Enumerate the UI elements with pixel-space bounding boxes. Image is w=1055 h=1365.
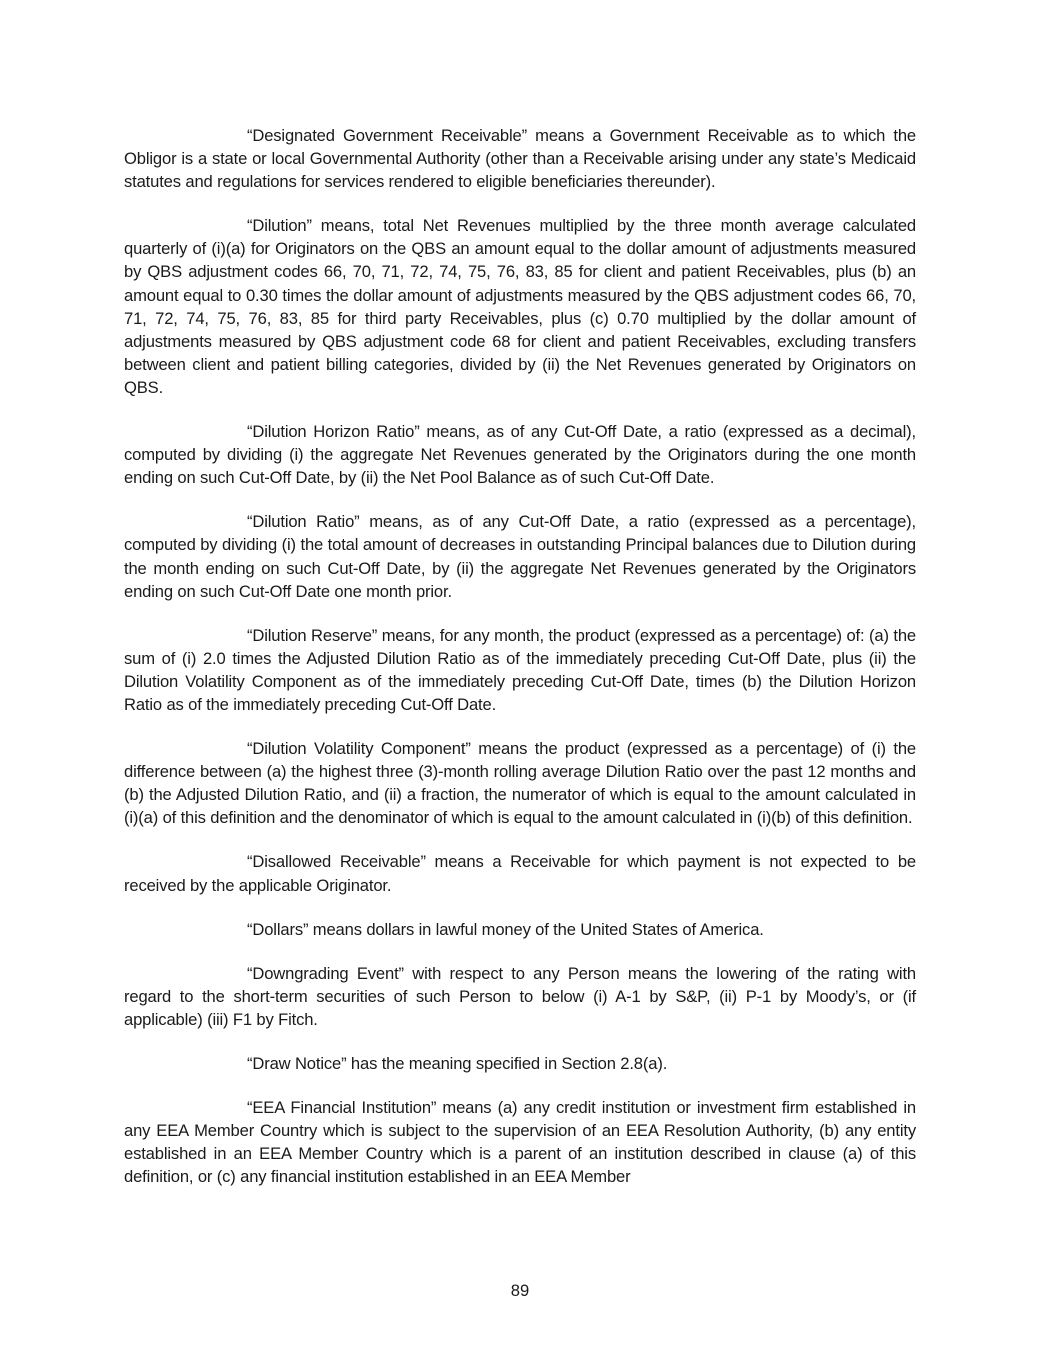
definition-dilution-ratio: “Dilution Ratio” means, as of any Cut-Off Date, a ratio (expressed as a percentage), computed by dividing (i) the total amount of decreases in outstanding Principal balances due to Dilution during the month ending on such Cut-Off Date, by (ii) the aggregate Net Revenues generated by the Originators ending on such Cut-Off Date one month prior. xyxy=(124,512,916,601)
definition-disallowed-receivable: “Disallowed Receivable” means a Receivable for which payment is not expected to be received by the applicable Originator. xyxy=(124,852,916,895)
definition-designated-government-receivable: “Designated Government Receivable” means a Government Receivable as to which the Obligor is a state or local Governmental Authority (other than a Receivable arising under any state’s Medicaid statutes and regulations for services rendered to eligible beneficiaries thereunder). xyxy=(124,126,916,192)
definition-draw-notice: “Draw Notice” has the meaning specified in Section 2.8(a). xyxy=(247,1054,668,1073)
definition-dollars: “Dollars” means dollars in lawful money of the United States of America. xyxy=(247,919,764,939)
page-number: 89 xyxy=(510,1281,530,1300)
definition-dilution-volatility-component: “Dilution Volatility Component” means the product (expressed as a percentage) of (i) the difference between (a) the highest three (3)-month rolling average Dilution Ratio over the past 12 months and (b) the Adjusted Dilution Ratio, and (ii) a fraction, the numerator of which is equal to the amount calculated in (i)(a) of this definition and the denominator of which is equal to the amount calculated in (i)(b) of this definition. xyxy=(124,739,916,828)
definition-dilution: “Dilution” means, total Net Revenues multiplied by the three month average calculated quarterly of (i)(a) for Originators on the QBS an amount equal to the dollar amount of adjustments measured by QBS adjustment codes 66, 70, 71, 72, 74, 75, 76, 83, 85 for client and patient Receivables, plus (b) an amount equal to 0.30 times the dollar amount of adjustments measured by the QBS adjustment codes 66, 70, 71, 72, 74, 75, 76, 83, 85 for third party Receivables, plus (c) 0.70 multiplied by the dollar amount of adjustments measured by QBS adjustment code 68 for client and patient Receivables, excluding transfers between client and patient billing categories, divided by (ii) the Net Revenues generated by Originators on QBS. xyxy=(124,216,916,397)
definition-dilution-reserve: “Dilution Reserve” means, for any month, the product (expressed as a percentage) of: (a) the sum of (i) 2.0 times the Adjusted Dilution Ratio as of the immediately preceding Cut-Off Date, plus (ii) the Dilution Volatility Component as of the immediately preceding Cut-Off Date, times (b) the Dilution Horizon Ratio as of the immediately preceding Cut-Off Date. xyxy=(124,625,916,714)
document-body xyxy=(124,124,916,1209)
definition-dilution-horizon-ratio: “Dilution Horizon Ratio” means, as of any Cut-Off Date, a ratio (expressed as a decimal), computed by dividing (i) the aggregate Net Revenues generated by the Originators during the one month ending on such Cut-Off Date, by (ii) the Net Pool Balance as of such Cut-Off Date. xyxy=(124,422,916,488)
definition-eea-financial-institution: “EEA Financial Institution” means (a) any credit institution or investment firm established in any EEA Member Country which is subject to the supervision of an EEA Resolution Authority, (b) any entity established in an EEA Member Country which is a parent of an institution described in clause (a) of this definition, or (c) any financial institution established in an EEA Member xyxy=(124,1098,916,1187)
definition-downgrading-event: “Downgrading Event” with respect to any Person means the lowering of the rating with regard to the short-term securities of such Person to below (i) A-1 by S&P, (ii) P-1 by Moody’s, or (if applicable) (iii) F1 by Fitch. xyxy=(124,963,916,1029)
